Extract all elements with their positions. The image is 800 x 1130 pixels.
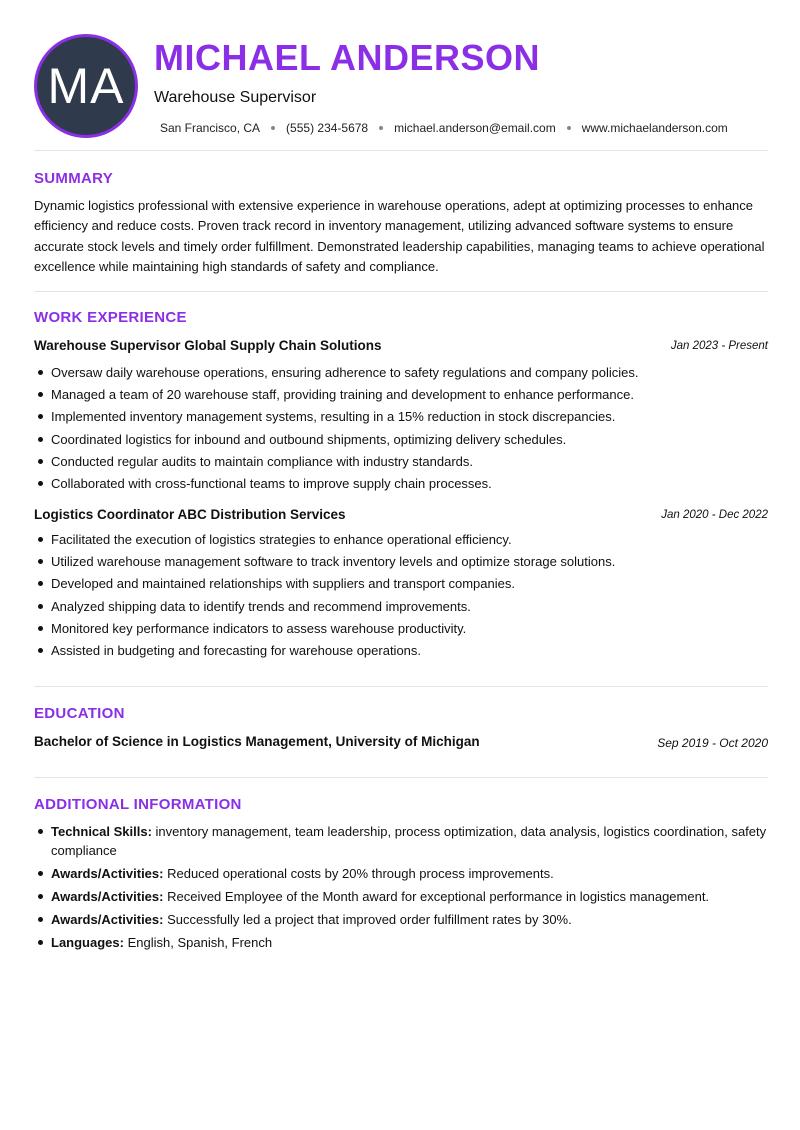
contact-email[interactable]: michael.anderson@email.com xyxy=(394,121,556,135)
item-label: Awards/Activities: xyxy=(51,866,164,881)
job-bullets xyxy=(34,531,768,664)
list-item: Developed and maintained relationships with suppliers and transport companies. xyxy=(34,575,768,597)
section-divider xyxy=(34,150,768,151)
job-dates: Jan 2020 - Dec 2022 xyxy=(661,509,768,521)
job-bullets xyxy=(34,364,768,497)
list-item: Analyzed shipping data to identify trends and recommend improvements. xyxy=(34,598,768,620)
item-label: Awards/Activities: xyxy=(51,889,164,904)
candidate-title: Warehouse Supervisor xyxy=(154,89,317,106)
item-label: Technical Skills: xyxy=(51,824,152,839)
education-dates: Sep 2019 - Oct 2020 xyxy=(657,736,768,750)
section-divider xyxy=(34,777,768,778)
list-item: Managed a team of 20 warehouse staff, providing training and development to enhance performance. xyxy=(34,386,768,408)
summary-heading: SUMMARY xyxy=(34,170,114,187)
list-item: Facilitated the execution of logistics strategies to enhance operational efficiency. xyxy=(34,531,768,553)
list-item: Implemented inventory management systems, resulting in a 15% reduction in stock discrepancies. xyxy=(34,408,768,430)
section-divider xyxy=(34,686,768,687)
contact-phone: (555) 234-5678 xyxy=(286,121,369,135)
candidate-name: MICHAEL ANDERSON xyxy=(154,37,541,78)
item-text: English, Spanish, French xyxy=(127,935,273,950)
list-item xyxy=(34,822,768,860)
section-divider xyxy=(34,291,768,292)
job-header xyxy=(34,338,768,356)
item-label: Languages: xyxy=(51,935,124,950)
job-header xyxy=(34,507,768,525)
list-item: Utilized warehouse management software to track inventory levels and optimize storage solutions. xyxy=(34,553,768,575)
list-item: Coordinated logistics for inbound and outbound shipments, optimizing delivery schedules. xyxy=(34,431,768,453)
job-role: Warehouse Supervisor Global Supply Chain Solutions xyxy=(34,338,382,353)
separator-dot xyxy=(379,126,383,130)
list-item: Monitored key performance indicators to assess warehouse productivity. xyxy=(34,620,768,642)
job-role: Logistics Coordinator ABC Distribution Services xyxy=(34,507,346,522)
experience-heading: WORK EXPERIENCE xyxy=(34,309,187,326)
item-label: Awards/Activities: xyxy=(51,912,164,927)
avatar-initials: MA xyxy=(47,58,125,114)
separator-dot xyxy=(271,126,275,130)
list-item: Oversaw daily warehouse operations, ensuring adherence to safety regulations and company policies. xyxy=(34,364,768,386)
resume-header xyxy=(34,34,768,138)
list-item xyxy=(34,933,768,952)
item-text: Successfully led a project that improved order fulfillment rates by 30%. xyxy=(167,912,572,927)
separator-dot xyxy=(567,126,571,130)
education-heading: EDUCATION xyxy=(34,705,125,722)
list-item: Conducted regular audits to maintain compliance with industry standards. xyxy=(34,453,768,475)
contact-website[interactable]: www.michaelanderson.com xyxy=(581,121,728,135)
summary-text: Dynamic logistics professional with extensive experience in warehouse operations, adept at optimizing processes to enhance efficiency and reduce costs. Proven track record in inventory management, utilizing advanced software systems to ensure accurate stock levels and timely order fulfillment. Demonstrated leadership capabilities, managing teams to achieve operational excellence while maintaining high standards of safety and compliance. xyxy=(34,198,765,274)
contact-location: San Francisco, CA xyxy=(160,121,261,135)
list-item: Assisted in budgeting and forecasting for warehouse operations. xyxy=(34,642,768,664)
job-dates: Jan 2023 - Present xyxy=(670,340,768,352)
contact-line xyxy=(160,121,728,135)
list-item xyxy=(34,910,768,929)
degree: Bachelor of Science in Logistics Management, University of Michigan xyxy=(34,734,480,749)
list-item xyxy=(34,887,768,906)
additional-heading: ADDITIONAL INFORMATION xyxy=(34,796,242,813)
item-text: Reduced operational costs by 20% through process improvements. xyxy=(167,866,554,881)
list-item xyxy=(34,864,768,883)
education-entry xyxy=(34,734,768,752)
item-text: inventory management, team leadership, process optimization, data analysis, logistics coordination, safety compliance xyxy=(51,824,767,858)
avatar xyxy=(34,34,138,138)
item-text: Received Employee of the Month award for exceptional performance in logistics management. xyxy=(167,889,710,904)
additional-list xyxy=(34,822,768,956)
list-item: Collaborated with cross-functional teams to improve supply chain processes. xyxy=(34,475,768,497)
